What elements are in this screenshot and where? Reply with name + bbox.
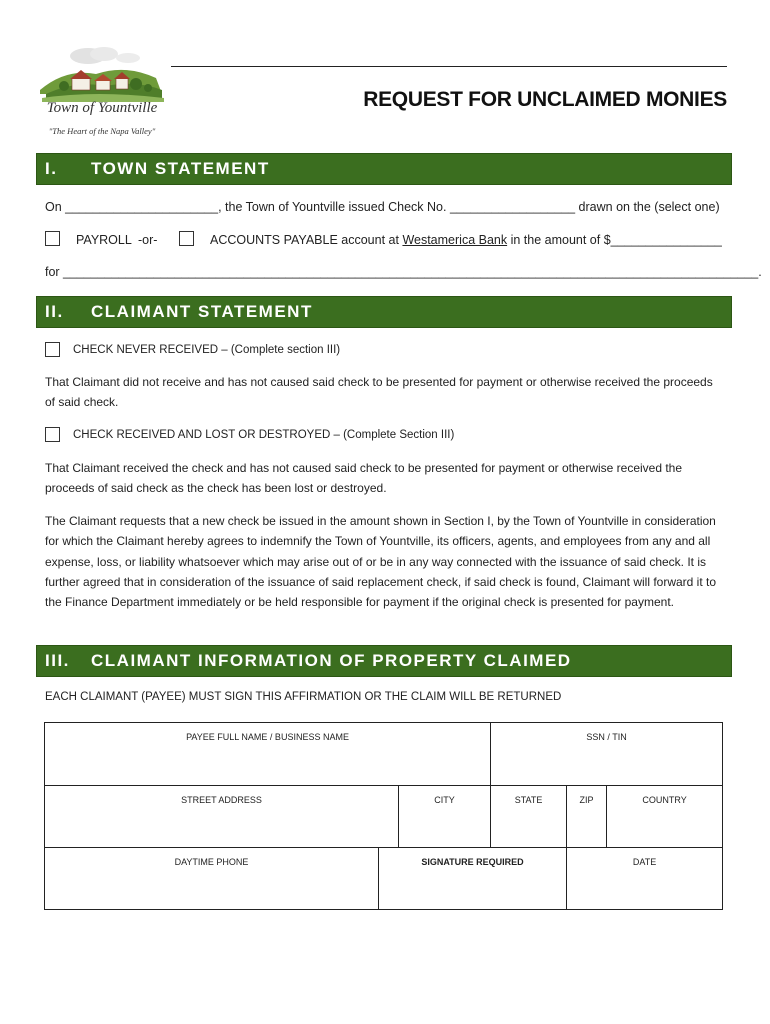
sign-instruction: EACH CLAIMANT (PAYEE) MUST SIGN THIS AFFIRMATION OR THE CLAIM WILL BE RETURNED (45, 691, 562, 703)
indemnity-paragraph: The Claimant requests that a new check be issued in the amount shown in Section I, by the Town of Yountville in consideration for which the Claimant hereby agrees to indemnify the Town of Yountville, its officers, agents, and employees from any and all expense, loss, or liability whatsoever which may arise out of or be in any way connected with the issuance of said check. It is further agreed that in consideration of the issuance of said replacement check, if said check is found, Claimant will forward it to the Finance Department immediately or be held responsible for payment if the original check is presented for payment. (45, 514, 717, 610)
city-field[interactable]: CITY (399, 786, 491, 848)
logo-tagline: "The Heart of the Napa Valley" (48, 126, 156, 136)
bank-name: Westamerica Bank (402, 233, 508, 247)
state-field[interactable]: STATE (491, 786, 567, 848)
section-3-title: CLAIMANT INFORMATION OF PROPERTY CLAIMED (91, 651, 572, 670)
never-received-checkbox[interactable] (45, 342, 60, 357)
section-1-title: TOWN STATEMENT (91, 159, 270, 178)
town-logo (36, 44, 168, 140)
lost-destroyed-label: CHECK RECEIVED AND LOST OR DESTROYED – (Complete Section III) (73, 429, 455, 441)
zip-field[interactable]: ZIP (567, 786, 607, 848)
claimant-info-table (44, 722, 723, 910)
accounts-payable-line (210, 233, 722, 247)
payroll-checkbox[interactable] (45, 231, 60, 246)
accounts-payable-label: ACCOUNTS PAYABLE account at (210, 233, 403, 247)
payee-name-field[interactable]: PAYEE FULL NAME / BUSINESS NAME (45, 723, 491, 786)
ssn-tin-field[interactable]: SSN / TIN (491, 723, 723, 786)
date-field[interactable]: DATE (567, 848, 723, 910)
logo-illustration (36, 44, 168, 104)
section-1-numeral: I. (45, 159, 58, 178)
section-2-numeral: II. (45, 302, 64, 321)
never-received-text: That Claimant did not receive and has not caused said check to be presented for payment or otherwise received the proceeds of said check. (45, 375, 713, 410)
daytime-phone-field[interactable]: DAYTIME PHONE (45, 848, 379, 910)
section-2-header (36, 296, 732, 328)
section-3-numeral: III. (45, 651, 70, 670)
accounts-payable-checkbox[interactable] (179, 231, 194, 246)
section-1-header (36, 153, 732, 185)
logo-town-name: Town of Yountville (46, 100, 158, 116)
country-field[interactable]: COUNTRY (607, 786, 723, 848)
amount-label: in the amount of $________________ (507, 233, 722, 247)
section-2-title: CLAIMANT STATEMENT (91, 302, 313, 321)
or-label: -or- (138, 233, 158, 247)
header-rule (171, 66, 727, 67)
street-address-field[interactable]: STREET ADDRESS (45, 786, 399, 848)
payroll-label: PAYROLL (76, 233, 132, 247)
signature-field[interactable]: SIGNATURE REQUIRED (379, 848, 567, 910)
document-title: REQUEST FOR UNCLAIMED MONIES (363, 88, 727, 111)
for-line: for ____________________________________________________________________________________________________. (45, 265, 762, 279)
lost-destroyed-text: That Claimant received the check and has not caused said check to be presented for payment or otherwise received the proceeds of said check as the check has been lost or destroyed. (45, 461, 683, 496)
check-issued-line: On ______________________, the Town of Yountville issued Check No. __________________ drawn on the (select one) (45, 200, 720, 214)
never-received-label: CHECK NEVER RECEIVED – (Complete section III) (73, 344, 341, 356)
lost-destroyed-checkbox[interactable] (45, 427, 60, 442)
section-3-header (36, 645, 732, 677)
